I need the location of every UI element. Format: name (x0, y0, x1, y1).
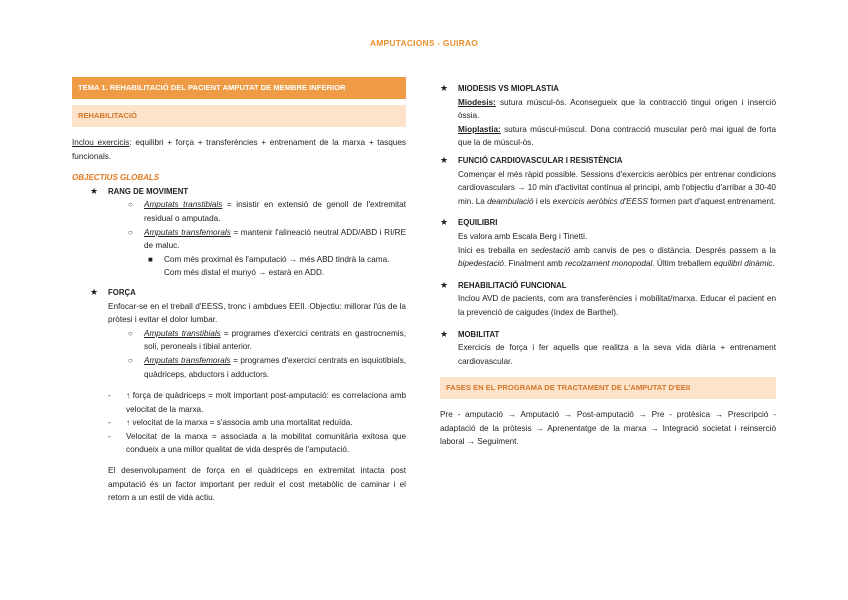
rang-item-label: Amputats transfemorals (144, 227, 231, 237)
cardio-text: i els (533, 196, 553, 206)
forca-closing: El desenvolupament de força en el quàdriceps en extremitat intacta post amputació és un factor important per reduir el cost metabòlic de caminar i el retorn a un estil de vida actiu. (108, 466, 406, 503)
miodesis-section-heading (440, 82, 776, 96)
cardio-deambulacio: deambulació (487, 196, 534, 206)
forca-item-label: Amputats transtibials (144, 328, 221, 338)
circle-bullet-icon: ○ (128, 355, 133, 365)
rang-item-transtibial (128, 198, 406, 225)
dash-bullet-icon: - (108, 431, 111, 441)
funcional-section-heading (440, 279, 776, 293)
miodesis-title: MIODESIS VS MIOPLASTIA (458, 84, 559, 93)
cardio-text: formen part d'aquest entrenament. (648, 196, 776, 206)
equilibri-text: . Finalment amb (503, 259, 565, 269)
equilibri-title: EQUILIBRI (458, 218, 498, 228)
miodesis-paragraph (458, 96, 776, 123)
mobilitat-title: MOBILITAT (458, 329, 500, 339)
star-bullet-icon: ★ (440, 279, 449, 290)
right-column (440, 82, 776, 449)
rang-nested-text: Com més proximal és l'amputació → més ABD tindrà la cama. Com més distal el munyó → estarà en ADD. (164, 254, 390, 278)
funcional-title: REHABILITACIÓ FUNCIONAL (458, 280, 567, 290)
cardio-aerobics: exercicis aeròbics d'EESS (552, 196, 648, 206)
left-column (72, 77, 406, 505)
rang-nested-item (128, 253, 406, 280)
forca-dash-item (108, 389, 406, 416)
equilibri-section-heading (440, 216, 776, 230)
equilibri-text: . (772, 259, 775, 269)
intro-label: Inclou exercicis (72, 138, 130, 147)
equilibri-sedestacio: sedestació (531, 245, 571, 255)
circle-bullet-icon: ○ (128, 200, 133, 210)
cardio-title: FUNCIÓ CARDIOVASCULAR I RESISTÈNCIA (458, 155, 623, 165)
intro-paragraph (72, 136, 406, 163)
mobilitat-paragraph: Exercicis de força i fer aquells que realitza a la seva vida diària + entrenament cardiovascular. (458, 343, 776, 366)
circle-bullet-icon: ○ (128, 227, 133, 237)
equilibri-text: . Últim treballem (652, 259, 714, 269)
forca-title: FORÇA (108, 287, 136, 297)
star-bullet-icon: ★ (440, 217, 449, 228)
forca-dash-text: Velocitat de la marxa = associada a la mobilitat comunitària exitosa que condueix a una millor qualitat de vida després de l'amputació. (126, 431, 406, 455)
equilibri-line1: Es valora amb Escala Berg i Tinetti. (458, 231, 588, 241)
fases-banner: FASES EN EL PROGRAMA DE TRACTAMENT DE L'AMPUTAT D'EEII (440, 377, 776, 399)
forca-section-heading (90, 286, 406, 300)
forca-dash-text: ↑ força de quàdriceps = molt important post-amputació: es correlaciona amb velocitat de la marxa. (126, 391, 406, 414)
square-bullet-icon: ■ (148, 254, 153, 264)
equilibri-paragraph (458, 244, 776, 271)
mioplastia-text: sutura múscul-múscul. Dona contracció muscular però mai igual de forta que la de múscul-òs. (458, 124, 776, 148)
forca-item-transfemoral (128, 354, 406, 381)
cardio-text: Començar el més ràpid possible. Sessions d'exercicis aeròbics per entrenar condicions cardiovasculars → 10 min d'activitat contínua al principi, amb l'objectiu d'arribar a 30-40 min. La (458, 169, 776, 206)
dash-bullet-icon: - (108, 391, 111, 401)
mioplastia-paragraph (458, 123, 776, 150)
tema-banner: TEMA 1. REHABILITACIÓ DEL PACIENT AMPUTAT DE MEMBRE INFERIOR (72, 77, 406, 99)
equilibri-text: Inici es treballa en (458, 245, 532, 255)
forca-item-label: Amputats transfemorals (144, 355, 231, 365)
forca-dash-text: ↑ velocitat de la marxa = s'associa amb una mortalitat reduïda. (126, 418, 353, 428)
dash-bullet-icon: - (108, 418, 111, 428)
star-bullet-icon: ★ (90, 286, 99, 297)
mobilitat-section-heading (440, 328, 776, 342)
rang-item-transfemoral (128, 226, 406, 253)
forca-item-text: = programes d'exercici centrats en isquiotibials, quàdriceps, abductors i adductors. (144, 355, 406, 379)
objectius-heading: OBJECTIUS GLOBALS (72, 173, 160, 183)
miodesis-text: sutura múscul-òs. Aconsegueix que la contracció tingui origen i inserció òssia. (458, 97, 776, 121)
funcional-paragraph: Inclou AVD de pacients, com ara transferències i mobilitat/marxa. Educar el pacient en la prevenció de caigudes (índex de Barthel). (458, 294, 776, 317)
equilibri-recolzament: recolzament monopodal (564, 259, 653, 269)
forca-item-transtibial (128, 327, 406, 354)
forca-dash-item (108, 430, 406, 457)
cardio-section-heading (440, 154, 776, 168)
star-bullet-icon: ★ (440, 328, 449, 339)
rang-section-heading (90, 185, 406, 199)
rehabilitacio-banner: REHABILITACIÓ (72, 105, 406, 127)
miodesis-label: Miodesis: (458, 97, 496, 107)
intro-text: : equilibri + força + transferències + entrenament de la marxa + tasques funcionals. (72, 138, 406, 161)
equilibri-dinamic: equilibri dinàmic (713, 259, 773, 269)
forca-dash-item (108, 416, 406, 430)
equilibri-text: amb canvis de pes o distància. Després passem a la (570, 245, 776, 255)
forca-intro: Enfocar-se en el treball d'EESS, tronc i ambdues EEII. Objectiu: millorar l'ús de la pròtesi i evitar el dolor lumbar. (108, 301, 406, 325)
rang-item-text: = mantenir l'alineació neutral ADD/ABD i RI/RE de maluc. (144, 227, 406, 251)
circle-bullet-icon: ○ (128, 328, 133, 338)
mioplastia-label: Mioplastia: (458, 124, 501, 134)
cardio-paragraph (458, 168, 776, 209)
fases-paragraph: Pre - amputació → Amputació → Post-amputació → Pre - protèsica → Prescripció - adaptació de la pròtesis → Aprenentatge de la marxa → Integració societat i reinserció laboral → Seguiment. (440, 410, 776, 447)
equilibri-bipedestacio: bipedestació (458, 259, 504, 269)
star-bullet-icon: ★ (440, 154, 449, 165)
rang-title: RANG DE MOVIMENT (108, 186, 189, 196)
page-title: AMPUTACIONS - GUIRAO (369, 38, 479, 48)
star-bullet-icon: ★ (440, 83, 449, 93)
rang-item-text: = insistir en extensió de genoll de l'extremitat residual o amputada. (144, 200, 406, 223)
rang-item-label: Amputats transtibials (144, 200, 223, 210)
forca-item-text: = programes d'exercici centrats en gastrocnemis, soli, peroneals i tibial anterior. (144, 328, 406, 352)
star-bullet-icon: ★ (90, 185, 99, 196)
